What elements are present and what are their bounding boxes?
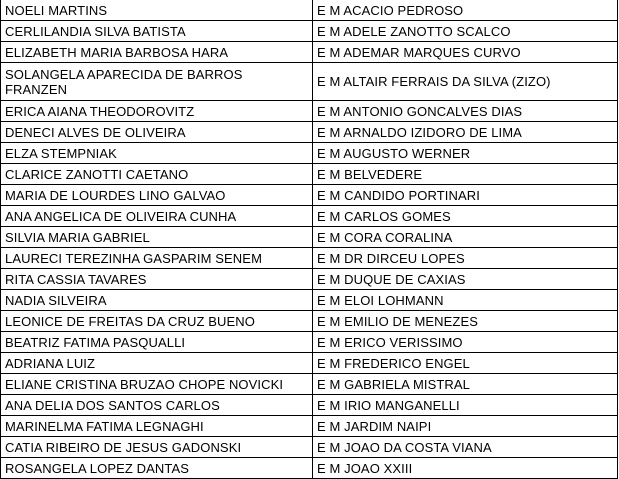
person-name-cell: ADRIANA LUIZ bbox=[1, 353, 313, 374]
school-name-cell: E M IRIO MANGANELLI bbox=[313, 395, 618, 416]
table-row bbox=[1, 164, 618, 185]
school-name-cell: E M CANDIDO PORTINARI bbox=[313, 185, 618, 206]
table-row bbox=[1, 227, 618, 248]
table-row bbox=[1, 395, 618, 416]
table-row bbox=[1, 290, 618, 311]
table-row bbox=[1, 185, 618, 206]
person-name-cell: ROSANGELA LOPEZ DANTAS bbox=[1, 458, 313, 479]
school-name-cell: E M CARLOS GOMES bbox=[313, 206, 618, 227]
person-name-cell: ANA ANGELICA DE OLIVEIRA CUNHA bbox=[1, 206, 313, 227]
school-name-cell: E M JOAO XXIII bbox=[313, 458, 618, 479]
school-name-cell: E M ANTONIO GONCALVES DIAS bbox=[313, 101, 618, 122]
person-name-cell: LEONICE DE FREITAS DA CRUZ BUENO bbox=[1, 311, 313, 332]
person-name-cell: CERLILANDIA SILVA BATISTA bbox=[1, 21, 313, 42]
table-row bbox=[1, 248, 618, 269]
table-row bbox=[1, 21, 618, 42]
school-name-cell: E M AUGUSTO WERNER bbox=[313, 143, 618, 164]
person-name-cell: NADIA SILVEIRA bbox=[1, 290, 313, 311]
person-name-cell: ELZA STEMPNIAK bbox=[1, 143, 313, 164]
school-name-cell: E M ELOI LOHMANN bbox=[313, 290, 618, 311]
school-name-cell: E M ALTAIR FERRAIS DA SILVA (ZIZO) bbox=[313, 63, 618, 101]
school-name-cell: E M ACACIO PEDROSO bbox=[313, 0, 618, 21]
table-row bbox=[1, 374, 618, 395]
person-name-cell: MARINELMA FATIMA LEGNAGHI bbox=[1, 416, 313, 437]
table-row bbox=[1, 311, 618, 332]
school-name-cell: E M DR DIRCEU LOPES bbox=[313, 248, 618, 269]
person-name-cell: CLARICE ZANOTTI CAETANO bbox=[1, 164, 313, 185]
person-name-cell: CATIA RIBEIRO DE JESUS GADONSKI bbox=[1, 437, 313, 458]
person-name-cell: BEATRIZ FATIMA PASQUALLI bbox=[1, 332, 313, 353]
person-name-cell: RITA CASSIA TAVARES bbox=[1, 269, 313, 290]
table-row bbox=[1, 332, 618, 353]
table-row bbox=[1, 206, 618, 227]
person-name-cell: NOELI MARTINS bbox=[1, 0, 313, 21]
table-row bbox=[1, 122, 618, 143]
table-row bbox=[1, 143, 618, 164]
school-name-cell: E M FREDERICO ENGEL bbox=[313, 353, 618, 374]
table-row bbox=[1, 0, 618, 21]
school-name-cell: E M ARNALDO IZIDORO DE LIMA bbox=[313, 122, 618, 143]
person-name-cell: SILVIA MARIA GABRIEL bbox=[1, 227, 313, 248]
table-row bbox=[1, 269, 618, 290]
school-name-cell: E M DUQUE DE CAXIAS bbox=[313, 269, 618, 290]
table-row bbox=[1, 458, 618, 479]
person-name-cell: LAURECI TEREZINHA GASPARIM SENEM bbox=[1, 248, 313, 269]
school-name-cell: E M GABRIELA MISTRAL bbox=[313, 374, 618, 395]
table-row bbox=[1, 101, 618, 122]
person-name-cell: SOLANGELA APARECIDA DE BARROS FRANZEN bbox=[1, 63, 313, 101]
school-name-cell: E M ADEMAR MARQUES CURVO bbox=[313, 42, 618, 63]
table-row bbox=[1, 416, 618, 437]
person-name-cell: ELIANE CRISTINA BRUZAO CHOPE NOVICKI bbox=[1, 374, 313, 395]
person-name-cell: MARIA DE LOURDES LINO GALVAO bbox=[1, 185, 313, 206]
table-row bbox=[1, 63, 618, 101]
school-name-cell: E M ADELE ZANOTTO SCALCO bbox=[313, 21, 618, 42]
table-row bbox=[1, 353, 618, 374]
table-row bbox=[1, 42, 618, 63]
school-name-cell: E M JARDIM NAIPI bbox=[313, 416, 618, 437]
person-name-cell: DENECI ALVES DE OLIVEIRA bbox=[1, 122, 313, 143]
school-name-cell: E M EMILIO DE MENEZES bbox=[313, 311, 618, 332]
person-name-cell: ELIZABETH MARIA BARBOSA HARA bbox=[1, 42, 313, 63]
table-row bbox=[1, 437, 618, 458]
school-name-cell: E M JOAO DA COSTA VIANA bbox=[313, 437, 618, 458]
person-name-cell: ERICA AIANA THEODOROVITZ bbox=[1, 101, 313, 122]
school-name-cell: E M ERICO VERISSIMO bbox=[313, 332, 618, 353]
school-name-cell: E M BELVEDERE bbox=[313, 164, 618, 185]
person-name-cell: ANA DELIA DOS SANTOS CARLOS bbox=[1, 395, 313, 416]
school-name-cell: E M CORA CORALINA bbox=[313, 227, 618, 248]
